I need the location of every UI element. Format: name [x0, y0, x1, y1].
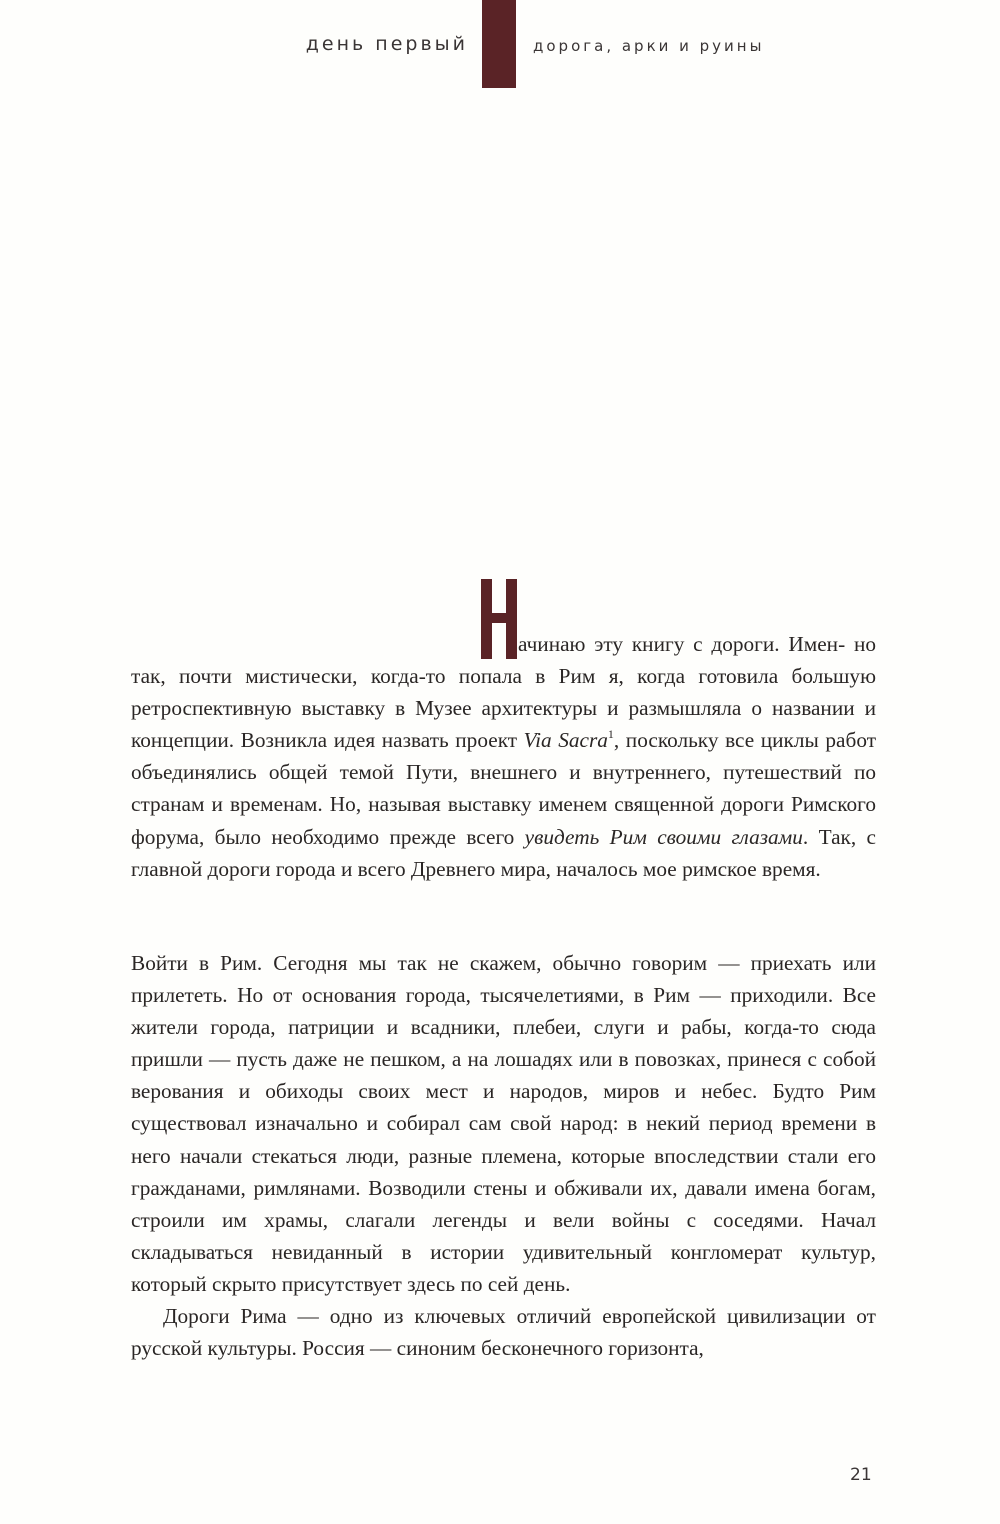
- paragraph-roads-of-rome: Дороги Рима — одно из ключевых отличий европейской цивилизации от русской культуры. Россия — синоним бесконечного горизонта,: [131, 1304, 876, 1361]
- opening-text-c: . Так, с главной дороги города и всего Древнего мира, началось мое римское время.: [131, 824, 876, 881]
- opening-paragraph: [131, 628, 876, 885]
- page-number: 21: [850, 1465, 872, 1485]
- chapter-marker-bar: [482, 0, 516, 88]
- section-second: [131, 947, 876, 1364]
- opening-line-rest: ачинаю эту книгу с дороги. Имен-: [518, 632, 846, 656]
- running-head-title: дорога, арки и руины: [533, 37, 765, 55]
- opening-text-b: , поскольку все циклы работ объединялись общей темой Пути, внешнего и внутреннего, путешествий по странам и временам. Но, называя выставку именем священной дороги Римского форума, было необходимо прежде всего: [131, 728, 876, 849]
- paragraph-enter-rome: Войти в Рим. Сегодня мы так не скажем, обычно говорим — приехать или прилететь. Но от основания города, тысячелетиями, в Рим — приходили. Все жители города, патриции и всадники, плебеи, слуги и рабы, когда-то сюда пришли — пусть даже не пешком, а на лошадях или в повозках, принеся с собой верования и обиходы своих мест и народов, миров и небес. Будто Рим существовал изначально и собирал сам свой народ: в некий период времени в него начали стекаться люди, разные племена, которые впоследствии стали его гражданами, римлянами. Возводили стены и обживали их, давали имена богам, строили им храмы, слагали легенды и вели войны с соседями. Начал складываться невиданный в истории удивительный конгломерат культур, который скрыто присутствует здесь по сей день.: [131, 951, 876, 1296]
- section-opening: [131, 628, 876, 885]
- running-head: [0, 33, 1000, 63]
- italic-via-sacra: Via Sacra: [523, 728, 608, 753]
- running-head-chapter: день первый: [305, 33, 468, 55]
- footnote-mark: 1: [607, 727, 614, 742]
- italic-see-rome: увидеть Рим своими глазами: [524, 824, 803, 849]
- opening-text-a: но так, почти мистически, когда-то попала в Рим я, когда готовила большую ретроспективную выставку в Музее архитектуры и размышляла о названии и концепции. Возникла идея назвать проект: [131, 632, 876, 753]
